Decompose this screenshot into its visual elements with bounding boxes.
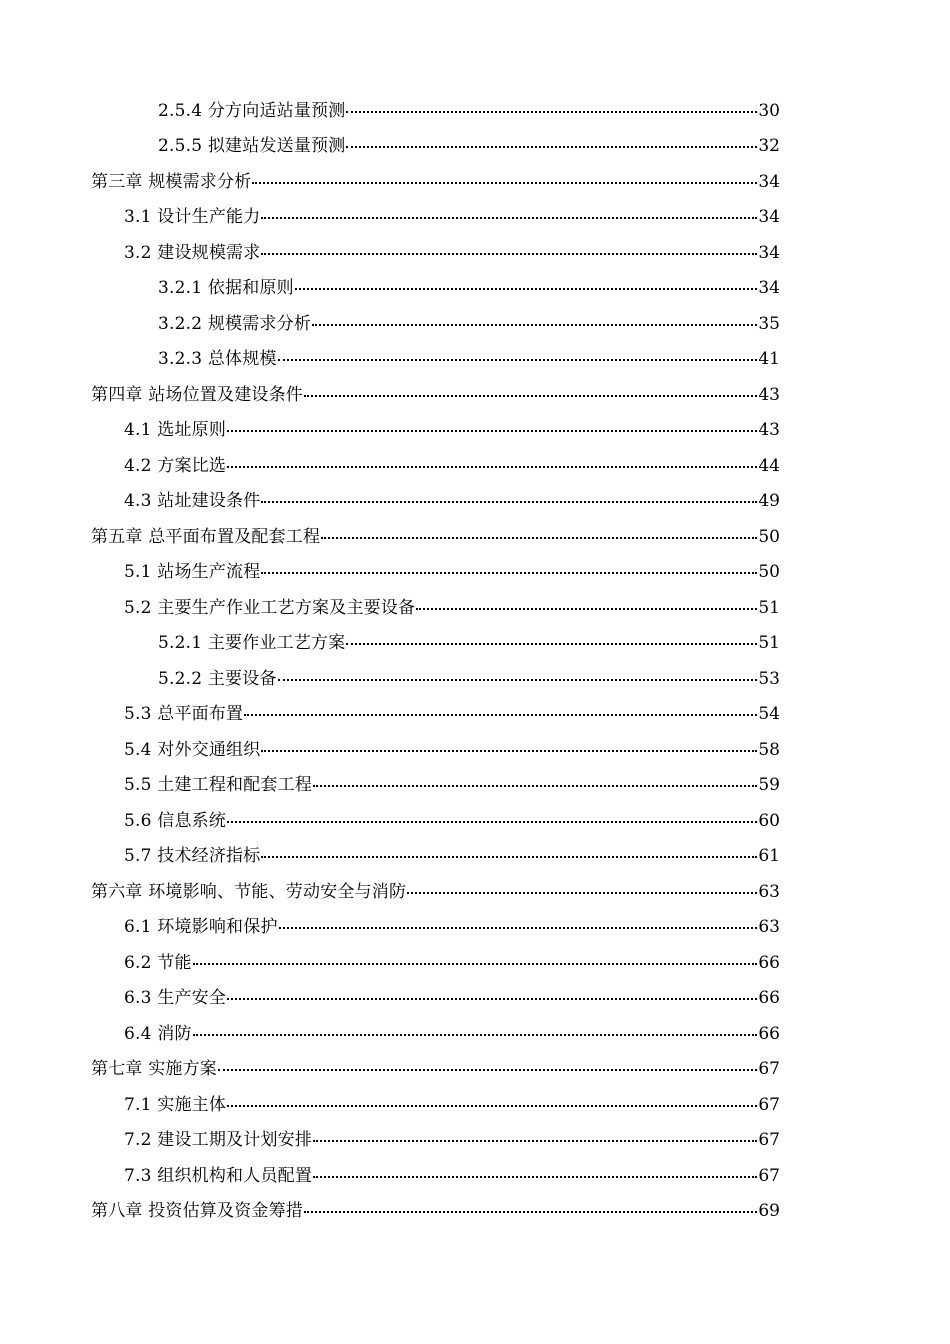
dot-leader: [279, 927, 758, 929]
toc-subsection-entry[interactable]: [0, 129, 950, 165]
toc-section-entry[interactable]: [0, 555, 950, 591]
toc-page-number: 43: [758, 384, 780, 405]
toc-section-entry[interactable]: [0, 839, 950, 875]
toc-entry-title: 4.2 方案比选: [124, 455, 227, 476]
toc-page-number: 50: [758, 562, 780, 583]
toc-page-number: 66: [758, 988, 780, 1009]
toc-entry-line: [91, 385, 780, 405]
toc-entry-title: 5.5 土建工程和配套工程: [124, 775, 313, 796]
toc-page-number: 53: [758, 668, 780, 689]
toc-page-number: 63: [758, 917, 780, 938]
toc-section-entry[interactable]: [0, 1016, 950, 1052]
toc-entry-line: [91, 1059, 780, 1079]
toc-entry-title: 3.2.3 总体规模: [158, 349, 277, 370]
dot-leader: [416, 608, 757, 610]
dot-leader: [252, 182, 757, 184]
toc-section-entry[interactable]: [0, 732, 950, 768]
toc-entry-line: [124, 988, 780, 1008]
toc-entry-line: [124, 953, 780, 973]
dot-leader: [227, 998, 757, 1000]
toc-entry-line: [91, 527, 780, 547]
toc-page-number: 67: [758, 1059, 780, 1080]
toc-subsection-entry[interactable]: [0, 306, 950, 342]
toc-entry-title: 第六章 环境影响、节能、劳动安全与消防: [91, 881, 407, 902]
toc-entry-title: 第三章 规模需求分析: [91, 171, 252, 192]
toc-page-number: 69: [758, 1201, 780, 1222]
toc-entry-line: [124, 1166, 780, 1186]
toc-entry-title: 3.2.1 依据和原则: [158, 278, 294, 299]
toc-entry-line: [124, 775, 780, 795]
dot-leader: [193, 1034, 758, 1036]
toc-entry-title: 6.2 节能: [124, 952, 192, 973]
toc-entry-line: [124, 1095, 780, 1115]
toc-entry-title: 4.3 站址建设条件: [124, 491, 261, 512]
toc-page-number: 35: [758, 313, 780, 334]
toc-entry-line: [124, 1130, 780, 1150]
toc-page-number: 54: [758, 704, 780, 725]
toc-page-number: 63: [758, 881, 780, 902]
toc-entry-line: [124, 207, 780, 227]
toc-section-entry[interactable]: [0, 697, 950, 733]
toc-entry-title: 7.1 实施主体: [124, 1094, 227, 1115]
toc-entry-line: [91, 882, 780, 902]
toc-page-number: 41: [758, 349, 780, 370]
toc-section-entry[interactable]: [0, 945, 950, 981]
toc-page-number: 66: [758, 952, 780, 973]
toc-entry-title: 5.4 对外交通组织: [124, 739, 261, 760]
toc-entry-line: [158, 633, 780, 653]
dot-leader: [244, 714, 757, 716]
toc-chapter-entry[interactable]: [0, 519, 950, 555]
toc-entry-title: 第四章 站场位置及建设条件: [91, 384, 304, 405]
toc-page-number: 66: [758, 1023, 780, 1044]
toc-section-entry[interactable]: [0, 768, 950, 804]
toc-page-number: 61: [758, 846, 780, 867]
toc-page-number: 44: [758, 455, 780, 476]
toc-section-entry[interactable]: [0, 910, 950, 946]
toc-entry-title: 5.1 站场生产流程: [124, 562, 261, 583]
toc-entry-title: 5.7 技术经济指标: [124, 846, 261, 867]
toc-entry-title: 第八章 投资估算及资金筹措: [91, 1201, 304, 1222]
dot-leader: [304, 395, 757, 397]
toc-entry-title: 7.3 组织机构和人员配置: [124, 1165, 313, 1186]
toc-entry-title: 5.2 主要生产作业工艺方案及主要设备: [124, 597, 416, 618]
toc-section-entry[interactable]: [0, 413, 950, 449]
toc-entry-line: [124, 1024, 780, 1044]
toc-section-entry[interactable]: [0, 1158, 950, 1194]
toc-page-number: 51: [758, 597, 780, 618]
toc-chapter-entry[interactable]: [0, 1194, 950, 1230]
dot-leader: [261, 856, 757, 858]
toc-entry-title: 6.3 生产安全: [124, 988, 227, 1009]
table-of-contents: [0, 93, 950, 1229]
toc-entry-line: [124, 704, 780, 724]
dot-leader: [193, 963, 758, 965]
toc-entry-line: [158, 136, 780, 156]
toc-page-number: 34: [758, 207, 780, 228]
toc-entry-title: 第七章 实施方案: [91, 1059, 218, 1080]
dot-leader: [227, 430, 757, 432]
toc-subsection-entry[interactable]: [0, 661, 950, 697]
toc-page-number: 67: [758, 1130, 780, 1151]
toc-entry-title: 4.1 选址原则: [124, 420, 227, 441]
toc-chapter-entry[interactable]: [0, 1052, 950, 1088]
dot-leader: [261, 217, 757, 219]
toc-section-entry[interactable]: [0, 590, 950, 626]
toc-entry-line: [124, 740, 780, 760]
toc-entry-line: [158, 314, 780, 334]
toc-section-entry[interactable]: [0, 1087, 950, 1123]
toc-page-number: 43: [758, 420, 780, 441]
toc-section-entry[interactable]: [0, 235, 950, 271]
toc-page-number: 67: [758, 1165, 780, 1186]
dot-leader: [261, 750, 757, 752]
toc-chapter-entry[interactable]: [0, 874, 950, 910]
dot-leader: [278, 359, 758, 361]
dot-leader: [321, 537, 757, 539]
dot-leader: [304, 1211, 757, 1213]
toc-subsection-entry[interactable]: [0, 342, 950, 378]
toc-entry-title: 2.5.5 拟建站发送量预测: [158, 136, 346, 157]
dot-leader: [261, 501, 757, 503]
toc-page-number: 49: [758, 491, 780, 512]
dot-leader: [346, 643, 757, 645]
dot-leader: [261, 572, 757, 574]
toc-page-number: 67: [758, 1094, 780, 1115]
toc-page-number: 60: [758, 810, 780, 831]
toc-entry-line: [124, 598, 780, 618]
toc-page-number: 34: [758, 278, 780, 299]
toc-entry-title: 7.2 建设工期及计划安排: [124, 1130, 313, 1151]
toc-section-entry[interactable]: [0, 1123, 950, 1159]
toc-section-entry[interactable]: [0, 981, 950, 1017]
toc-entry-title: 6.1 环境影响和保护: [124, 917, 278, 938]
toc-entry-line: [124, 491, 780, 511]
toc-entry-line: [124, 420, 780, 440]
dot-leader: [346, 146, 757, 148]
toc-section-entry[interactable]: [0, 803, 950, 839]
dot-leader: [312, 324, 757, 326]
toc-chapter-entry[interactable]: [0, 164, 950, 200]
toc-entry-title: 6.4 消防: [124, 1023, 192, 1044]
toc-entry-line: [158, 101, 780, 121]
toc-entry-title: 5.2.2 主要设备: [158, 668, 277, 689]
toc-entry-title: 3.2.2 规模需求分析: [158, 313, 312, 334]
toc-entry-line: [124, 917, 780, 937]
toc-entry-line: [124, 846, 780, 866]
toc-subsection-entry[interactable]: [0, 626, 950, 662]
toc-section-entry[interactable]: [0, 484, 950, 520]
dot-leader: [218, 1069, 757, 1071]
toc-entry-line: [124, 562, 780, 582]
toc-entry-title: 2.5.4 分方向适站量预测: [158, 100, 346, 121]
toc-entry-line: [91, 1201, 780, 1221]
toc-page-number: 34: [758, 171, 780, 192]
dot-leader: [278, 679, 758, 681]
dot-leader: [313, 1140, 757, 1142]
toc-entry-line: [158, 278, 780, 298]
toc-entry-line: [124, 243, 780, 263]
dot-leader: [313, 1176, 757, 1178]
toc-entry-title: 5.6 信息系统: [124, 810, 227, 831]
toc-page-number: 32: [758, 136, 780, 157]
toc-page-number: 50: [758, 526, 780, 547]
dot-leader: [407, 892, 757, 894]
toc-entry-title: 5.3 总平面布置: [124, 704, 244, 725]
toc-entry-line: [124, 811, 780, 831]
dot-leader: [346, 111, 757, 113]
dot-leader: [295, 288, 758, 290]
dot-leader: [227, 821, 757, 823]
toc-chapter-entry[interactable]: [0, 377, 950, 413]
dot-leader: [227, 466, 757, 468]
dot-leader: [227, 1105, 757, 1107]
toc-entry-line: [124, 456, 780, 476]
toc-page-number: 30: [758, 100, 780, 121]
toc-entry-title: 5.2.1 主要作业工艺方案: [158, 633, 346, 654]
toc-page-number: 34: [758, 242, 780, 263]
toc-subsection-entry[interactable]: [0, 93, 950, 129]
toc-section-entry[interactable]: [0, 448, 950, 484]
dot-leader: [313, 785, 757, 787]
toc-entry-title: 3.2 建设规模需求: [124, 242, 261, 263]
toc-subsection-entry[interactable]: [0, 271, 950, 307]
toc-page-number: 59: [758, 775, 780, 796]
toc-entry-title: 3.1 设计生产能力: [124, 207, 261, 228]
toc-page-number: 51: [758, 633, 780, 654]
dot-leader: [261, 253, 757, 255]
toc-entry-title: 第五章 总平面布置及配套工程: [91, 526, 321, 547]
toc-section-entry[interactable]: [0, 200, 950, 236]
toc-entry-line: [91, 172, 780, 192]
toc-entry-line: [158, 349, 780, 369]
toc-entry-line: [158, 669, 780, 689]
toc-page-number: 58: [758, 739, 780, 760]
